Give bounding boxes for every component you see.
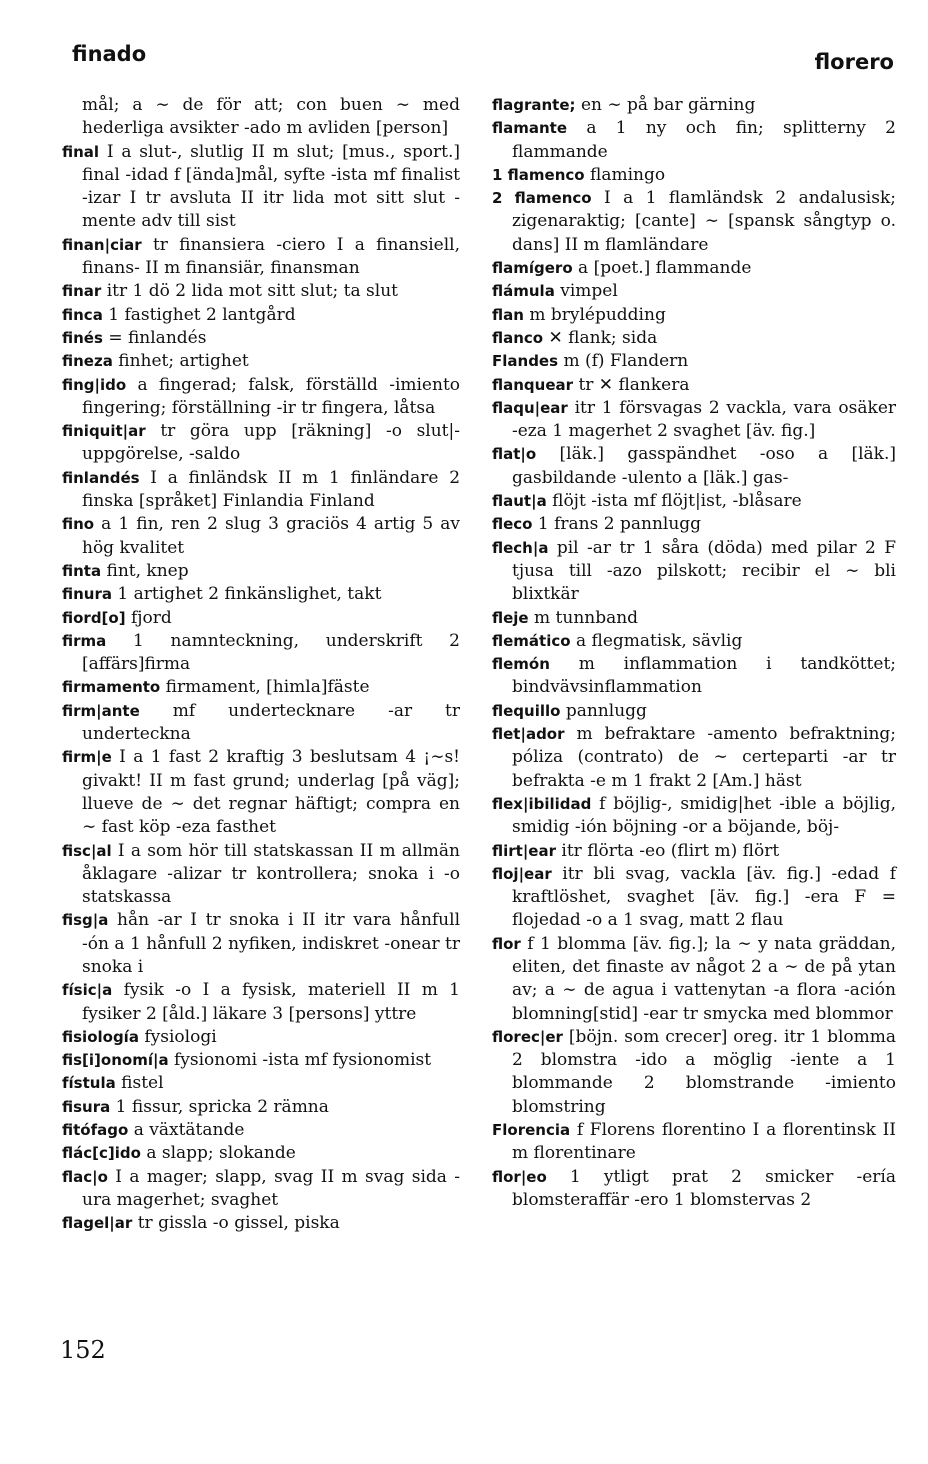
entry-headword: floj|ear: [492, 864, 552, 883]
dictionary-entry: [62, 840, 460, 910]
dictionary-entry: [62, 630, 460, 677]
dictionary-entry: [62, 234, 460, 281]
dictionary-entry: [62, 304, 460, 327]
dictionary-entry: [62, 327, 460, 350]
dictionary-entry: [492, 1026, 896, 1119]
entry-definition: 1 fissur, spricka 2 rämna: [115, 1096, 329, 1117]
dictionary-entry: [62, 1119, 460, 1142]
entry-headword: fino: [62, 515, 95, 534]
entry-headword: flech|a: [492, 538, 549, 557]
entry-headword: fis[i]onomí|a: [62, 1051, 169, 1070]
entry-definition: a 1 fin, ren 2 slug 3 graciös 4 artig 5 av hög kvalitet: [82, 514, 460, 558]
dictionary-entry: [492, 537, 896, 607]
entry-headword: Florencia: [492, 1121, 571, 1140]
entry-definition: a flegmatisk, sävlig: [575, 630, 743, 651]
entry-definition: tr finansiera -ciero I a finansiell, finans- II m finansiär, finansman: [82, 234, 461, 279]
dictionary-entry: [492, 513, 896, 536]
entry-definition: I a 1 flamländsk 2 andalusisk; zigenaraktig; [cante] ∼ [spansk sångtyp o. dans] II m flamländare: [512, 188, 896, 255]
dictionary-entry: [62, 700, 460, 747]
entry-definition: firmament, [himla]fäste: [165, 677, 370, 698]
dictionary-entry: [62, 94, 460, 141]
entry-headword: fisg|a: [62, 911, 109, 930]
dictionary-entry: [62, 560, 460, 583]
entry-definition: en ∼ på bar gärning: [580, 95, 756, 115]
entry-headword: flac|o: [62, 1167, 108, 1186]
entry-headword: fisiología: [62, 1027, 139, 1046]
entry-definition: m tunnband: [534, 607, 639, 628]
entry-definition: m (f) Flandern: [563, 351, 689, 372]
dictionary-entry: [492, 257, 896, 280]
entry-headword: fleco: [492, 515, 533, 534]
entry-headword: firmamento: [62, 678, 161, 697]
entry-headword: flemón: [492, 655, 550, 674]
entry-headword: firm|e: [62, 748, 112, 767]
entry-definition: tr gissla -o gissel, piska: [137, 1213, 340, 1234]
entry-definition: m brylépudding: [529, 304, 666, 325]
entry-definition: I a mager; slapp, svag II m svag sida -ura magerhet; svaghet: [82, 1166, 460, 1210]
entry-headword: flaut|a: [492, 492, 547, 511]
entry-headword: finan|ciar: [62, 235, 142, 254]
entry-definition: 1 frans 2 pannlugg: [537, 514, 702, 535]
dictionary-entry: [492, 350, 896, 373]
dictionary-entry: [492, 94, 896, 117]
entry-definition: itr flörta -eo (flirt m) flört: [561, 840, 780, 861]
entry-headword: finiquit|ar: [62, 422, 146, 441]
entry-headword: fing|ido: [62, 375, 127, 394]
entry-definition: itr bli svag, vackla [äv. fig.] -edad f kraftlöshet, svaghet [äv. fig.] -era F = flojedad -o a 1 svag, matt 2 flau: [512, 863, 897, 931]
entry-headword: fisura: [62, 1097, 111, 1116]
entry-headword: finlandés: [62, 468, 140, 487]
dictionary-entry: [62, 746, 460, 839]
dictionary-entry: [492, 1166, 896, 1213]
dictionary-entry: [492, 397, 896, 444]
entry-headword: flor: [492, 934, 521, 953]
dictionary-entry: [492, 164, 896, 187]
entry-definition: pannlugg: [565, 700, 647, 721]
dictionary-entry: [62, 420, 460, 467]
entry-headword: flemático: [492, 631, 571, 650]
entry-headword: flet|ador: [492, 725, 565, 744]
dictionary-entry: [492, 653, 896, 700]
entry-headword: flanquear: [492, 375, 574, 394]
entry-headword: finés: [62, 328, 103, 347]
entry-definition: hån -ar I tr snoka i II itr vara hånfull -ón a 1 hånfull 2 nyfiken, indiskret -onear tr snoka i: [82, 910, 461, 977]
entry-headword: flagel|ar: [62, 1214, 133, 1233]
entry-headword: fístula: [62, 1074, 116, 1093]
entry-definition: m inflammation i tandköttet; bindvävsinflammation: [512, 654, 896, 698]
dictionary-entry: [62, 1212, 460, 1235]
entry-definition: f böjlig-, smidig|het -ible a böjlig, smidig -ión böjning -or a böjande, böj-: [512, 793, 896, 838]
dictionary-entry: [62, 1049, 460, 1072]
entry-definition: fysik -o I a fysisk, materiell II m 1 fysiker 2 [åld.] läkare 3 [persons] yttre: [82, 980, 460, 1024]
entry-definition: I a finländsk II m 1 finländare 2 finska [språket] Finlandia Finland: [82, 467, 461, 512]
entry-headword: flan: [492, 305, 524, 324]
entry-definition: 1 artighet 2 finkänslighet, takt: [117, 584, 382, 605]
dictionary-entry: [492, 1119, 896, 1166]
dictionary-entry: [492, 490, 896, 513]
entry-definition: fysiologi: [144, 1026, 217, 1047]
dictionary-entry: [62, 1072, 460, 1095]
left-column: [62, 94, 460, 1236]
entry-definition: pil -ar tr 1 såra (döda) med pilar 2 F tjusa till -azo pilskott; recibir el ∼ bli blixtkär: [512, 537, 897, 605]
dictionary-entry: [62, 350, 460, 373]
entry-headword: flor|eo: [492, 1167, 547, 1186]
entry-headword: fiord[o]: [62, 608, 126, 627]
header-right-guide-word: florero: [814, 50, 894, 74]
entry-headword: 2 flamenco: [492, 189, 592, 208]
entry-definition: a växtätande: [133, 1120, 245, 1141]
entry-definition: flamingo: [589, 164, 666, 185]
entry-headword: finca: [62, 305, 103, 324]
entry-definition: vimpel: [560, 281, 618, 302]
page-number: 152: [60, 1336, 106, 1364]
entry-headword: florec|er: [492, 1027, 563, 1046]
entry-headword: flamante: [492, 119, 568, 138]
dictionary-entry: [62, 1142, 460, 1165]
entry-definition: a fingerad; falsk, förställd -imiento fingering; förställning -ir tr fingera, låtsa: [82, 374, 461, 418]
entry-definition: tr göra upp [räkning] -o slut|-uppgörelse, -saldo: [82, 421, 460, 465]
entry-headword: fleje: [492, 608, 529, 627]
entry-headword: flagrante;: [492, 96, 576, 114]
entry-definition: tr ✕ flankera: [578, 374, 690, 395]
entry-definition: itr 1 försvagas 2 vackla, vara osäker -eza 1 magerhet 2 svaghet [äv. fig.]: [512, 397, 897, 442]
entry-headword: físic|a: [62, 981, 113, 1000]
dictionary-entry: [62, 909, 460, 979]
entry-headword: fineza: [62, 352, 113, 371]
dictionary-entry: [62, 607, 460, 630]
dictionary-entry: [492, 117, 896, 164]
entry-definition: mf undertecknare -ar tr underteckna: [82, 700, 461, 745]
entry-headword: flámula: [492, 282, 555, 301]
entry-headword: flác[c]ido: [62, 1144, 141, 1163]
dictionary-entry: [492, 863, 896, 933]
entry-headword: flat|o: [492, 445, 537, 464]
entry-definition: = finlandés: [108, 327, 207, 348]
entry-headword: flanco: [492, 328, 544, 347]
entry-headword: flequillo: [492, 701, 561, 720]
dictionary-entry: [62, 979, 460, 1026]
dictionary-entry: [492, 443, 896, 490]
entry-headword: flirt|ear: [492, 841, 556, 860]
entry-definition: [böjn. som crecer] oreg. itr 1 blomma 2 blomstra -ido a möglig -iente a 1 blommande 2 blomstrande -imiento blomstring: [512, 1026, 896, 1117]
dictionary-entry: [62, 1166, 460, 1213]
entry-definition: itr 1 dö 2 lida mot sitt slut; ta slut: [106, 281, 398, 302]
entry-definition: I a som hör till statskassan II m allmän åklagare -alizar tr kontrollera; snoka i -o statskassa: [82, 840, 460, 908]
dictionary-entry: [62, 676, 460, 699]
entry-definition: 1 fastighet 2 lantgård: [108, 304, 296, 325]
entry-definition: finhet; artighet: [118, 351, 249, 372]
dictionary-entry: [492, 630, 896, 653]
entry-definition: ✕ flank; sida: [548, 327, 658, 348]
entry-headword: flex|ibilidad: [492, 794, 592, 813]
entry-definition: mål; a ∼ de för att; con buen ∼ med hederliga avsikter -ado m avliden [person]: [82, 95, 460, 139]
entry-definition: fint, knep: [106, 560, 189, 581]
entry-headword: flaqu|ear: [492, 398, 568, 417]
entry-definition: a [poet.] flammande: [578, 258, 752, 279]
entry-headword: 1 flamenco: [492, 165, 585, 184]
dictionary-entry: [62, 1096, 460, 1119]
dictionary-entry: [62, 1026, 460, 1049]
dictionary-entry: [62, 583, 460, 606]
right-column: [492, 94, 896, 1212]
dictionary-entry: [62, 374, 460, 421]
dictionary-entry: [492, 793, 896, 840]
dictionary-entry: [492, 700, 896, 723]
entry-definition: fistel: [121, 1073, 164, 1094]
entry-definition: [läk.] gasspändhet -oso a [läk.] gasbildande -ulento a [läk.] gas-: [512, 444, 896, 488]
dictionary-entry: [62, 513, 460, 560]
entry-headword: final: [62, 142, 100, 161]
entry-headword: firm|ante: [62, 701, 140, 720]
dictionary-entry: [62, 467, 460, 514]
entry-definition: f 1 blomma [äv. fig.]; la ∼ y nata gräddan, eliten, det finaste av något 2 a ∼ de på ytan av; a ∼ de agua i vattenytan -a flora -ación blomning[stid] -ear tr smycka med blommor: [512, 933, 896, 1024]
entry-headword: fitófago: [62, 1121, 129, 1140]
entry-definition: I a slut-, slutlig II m slut; [mus., sport.] final -idad f [ända]mål, syfte -ista mf finalist -izar I tr avsluta II itr lida mot sitt slut -mente adv till sist: [82, 141, 460, 232]
dictionary-entry: [492, 187, 896, 257]
dictionary-entry: [492, 327, 896, 350]
entry-headword: Flandes: [492, 352, 559, 371]
dictionary-entry: [492, 723, 896, 793]
entry-definition: f Florens florentino I a florentinsk II m florentinare: [512, 1120, 897, 1164]
dictionary-entry: [62, 280, 460, 303]
entry-definition: fjord: [130, 607, 172, 628]
dictionary-entry: [62, 141, 460, 234]
entry-definition: a slapp; slokande: [146, 1143, 296, 1164]
entry-definition: fysionomi -ista mf fysionomist: [173, 1050, 432, 1071]
dictionary-entry: [492, 933, 896, 1026]
dictionary-entry: [492, 374, 896, 397]
entry-headword: finura: [62, 585, 112, 604]
entry-headword: finta: [62, 561, 102, 580]
entry-definition: I a 1 fast 2 kraftig 3 beslutsam 4 ¡∼s! givakt! II m fast grund; underlag [på väg]; llueve de ∼ det regnar häftigt; compra en ∼ fast köp -eza fasthet: [82, 747, 460, 838]
entry-definition: a 1 ny och fin; splitterny 2 flammande: [512, 118, 896, 162]
entry-headword: firma: [62, 631, 107, 650]
dictionary-entry: [492, 840, 896, 863]
dictionary-entry: [492, 280, 896, 303]
entry-headword: flamígero: [492, 259, 573, 278]
entry-definition: flöjt -ista mf flöjt|ist, -blåsare: [552, 491, 802, 512]
header-left-guide-word: finado: [72, 42, 147, 66]
entry-definition: 1 namnteckning, underskrift 2 [affärs]firma: [82, 630, 460, 675]
entry-definition: 1 ytligt prat 2 smicker -ería blomsteraffär -ero 1 blomstervas 2: [512, 1166, 896, 1210]
entry-headword: fisc|al: [62, 841, 112, 860]
dictionary-entry: [492, 304, 896, 327]
entry-definition: m befraktare -amento befraktning; póliza (contrato) de ∼ certeparti -ar tr befrakta -e m 1 frakt 2 [Am.] häst: [512, 724, 897, 791]
dictionary-entry: [492, 607, 896, 630]
entry-headword: finar: [62, 282, 102, 301]
